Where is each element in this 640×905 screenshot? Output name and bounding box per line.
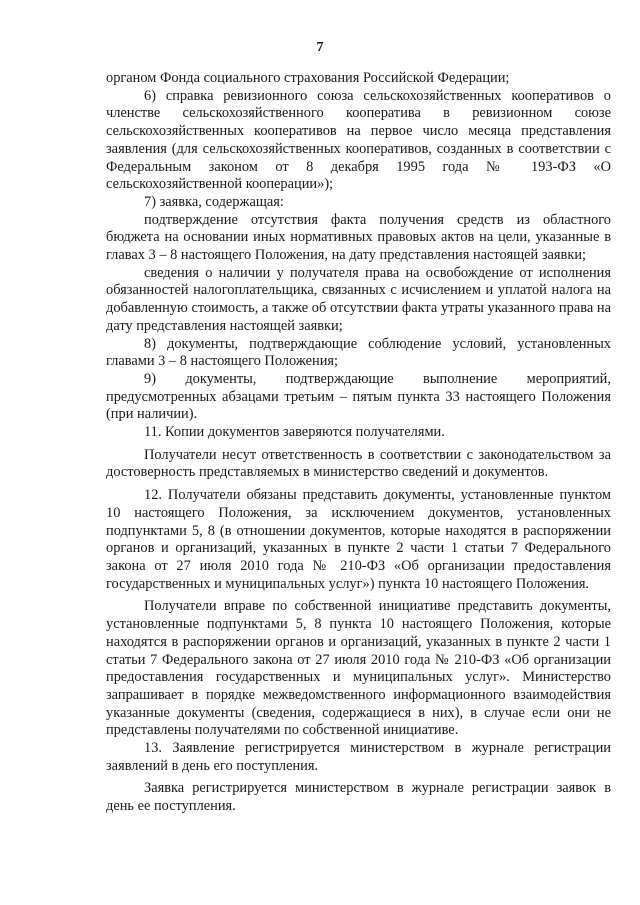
paragraph-clause-12: 12. Получатели обязаны представить документы, установленные пунктом 10 настоящего Положения, за исключением документов, установленных подпунктами 5, 8 (в отношении документов, которые находятся в распоряжении органов и организаций, указанных в пункте 2 части 1 статьи 7 Федерального закона от 27 июля 2010 года № 210-ФЗ «Об организации предоставления государственных и муниципальных услуг») пункта 10 настоящего Положения.: [106, 487, 611, 592]
paragraph-clause-11: 11. Копии документов заверяются получателями.: [144, 424, 445, 441]
paragraph-responsibility: Получатели несут ответственность в соответствии с законодательством за достоверность представляемых в министерство сведений и документов.: [106, 446, 611, 481]
paragraph-application-registration: Заявка регистрируется министерством в журнале регистрации заявок в день ее поступления.: [106, 780, 611, 815]
page-number: 7: [316, 40, 324, 55]
paragraph-item-7-confirmation: подтверждение отсутствия факта получения средств из областного бюджета на основании иных нормативных правовых актов на цели, указанные в главах 3 – 8 настоящего Положения, на дату представления настоящей заявки;: [106, 211, 611, 264]
paragraph-item-7: 7) заявка, содержащая:: [144, 193, 284, 210]
paragraph-item-6: 6) справка ревизионного союза сельскохозяйственных кооперативов о членстве сельскохозяйственного кооператива в ревизионном союзе сельскохозяйственных кооперативов на первое число месяца представления заявления (для сельскохозяйственных кооперативов, созданных в соответствии с Федеральным законом от 8 декабря 1995 года № 193-ФЗ «О сельскохозяйственной кооперации»);: [106, 87, 611, 193]
paragraph-item-9: 9) документы, подтверждающие выполнение мероприятий, предусмотренных абзацами третьим – пятым пункта 33 настоящего Положения (при наличии).: [106, 370, 611, 423]
paragraph-item-7-vat-info: сведения о наличии у получателя права на освобождение от исполнения обязанностей налогоплательщика, связанных с исчислением и уплатой налога на добавленную стоимость, а также об отсутствии факта утраты указанного права на дату представления настоящей заявки;: [106, 264, 611, 334]
paragraph-clause-13: 13. Заявление регистрируется министерством в журнале регистрации заявлений в день его поступления.: [106, 740, 611, 774]
paragraph-item-8: 8) документы, подтверждающие соблюдение условий, установленных главами 3 – 8 настоящего Положения;: [106, 335, 611, 370]
document-body: [106, 70, 611, 816]
paragraph-fss-tail: органом Фонда социального страхования Российской Федерации;: [106, 70, 510, 86]
paragraph-own-initiative: Получатели вправе по собственной инициативе представить документы, установленные подпунктами 5, 8 пункта 10 настоящего Положения, которые находятся в распоряжении органов и организаций, указанных в пункте 2 части 1 статьи 7 Федерального закона от 27 июля 2010 года № 210-ФЗ «Об организации предоставления государственных и муниципальных услуг». Министерство запрашивает в порядке межведомственного информационного взаимодействия указанные документы (сведения, содержащиеся в них), в случае если они не представлены получателями по собственной инициативе.: [106, 598, 611, 739]
